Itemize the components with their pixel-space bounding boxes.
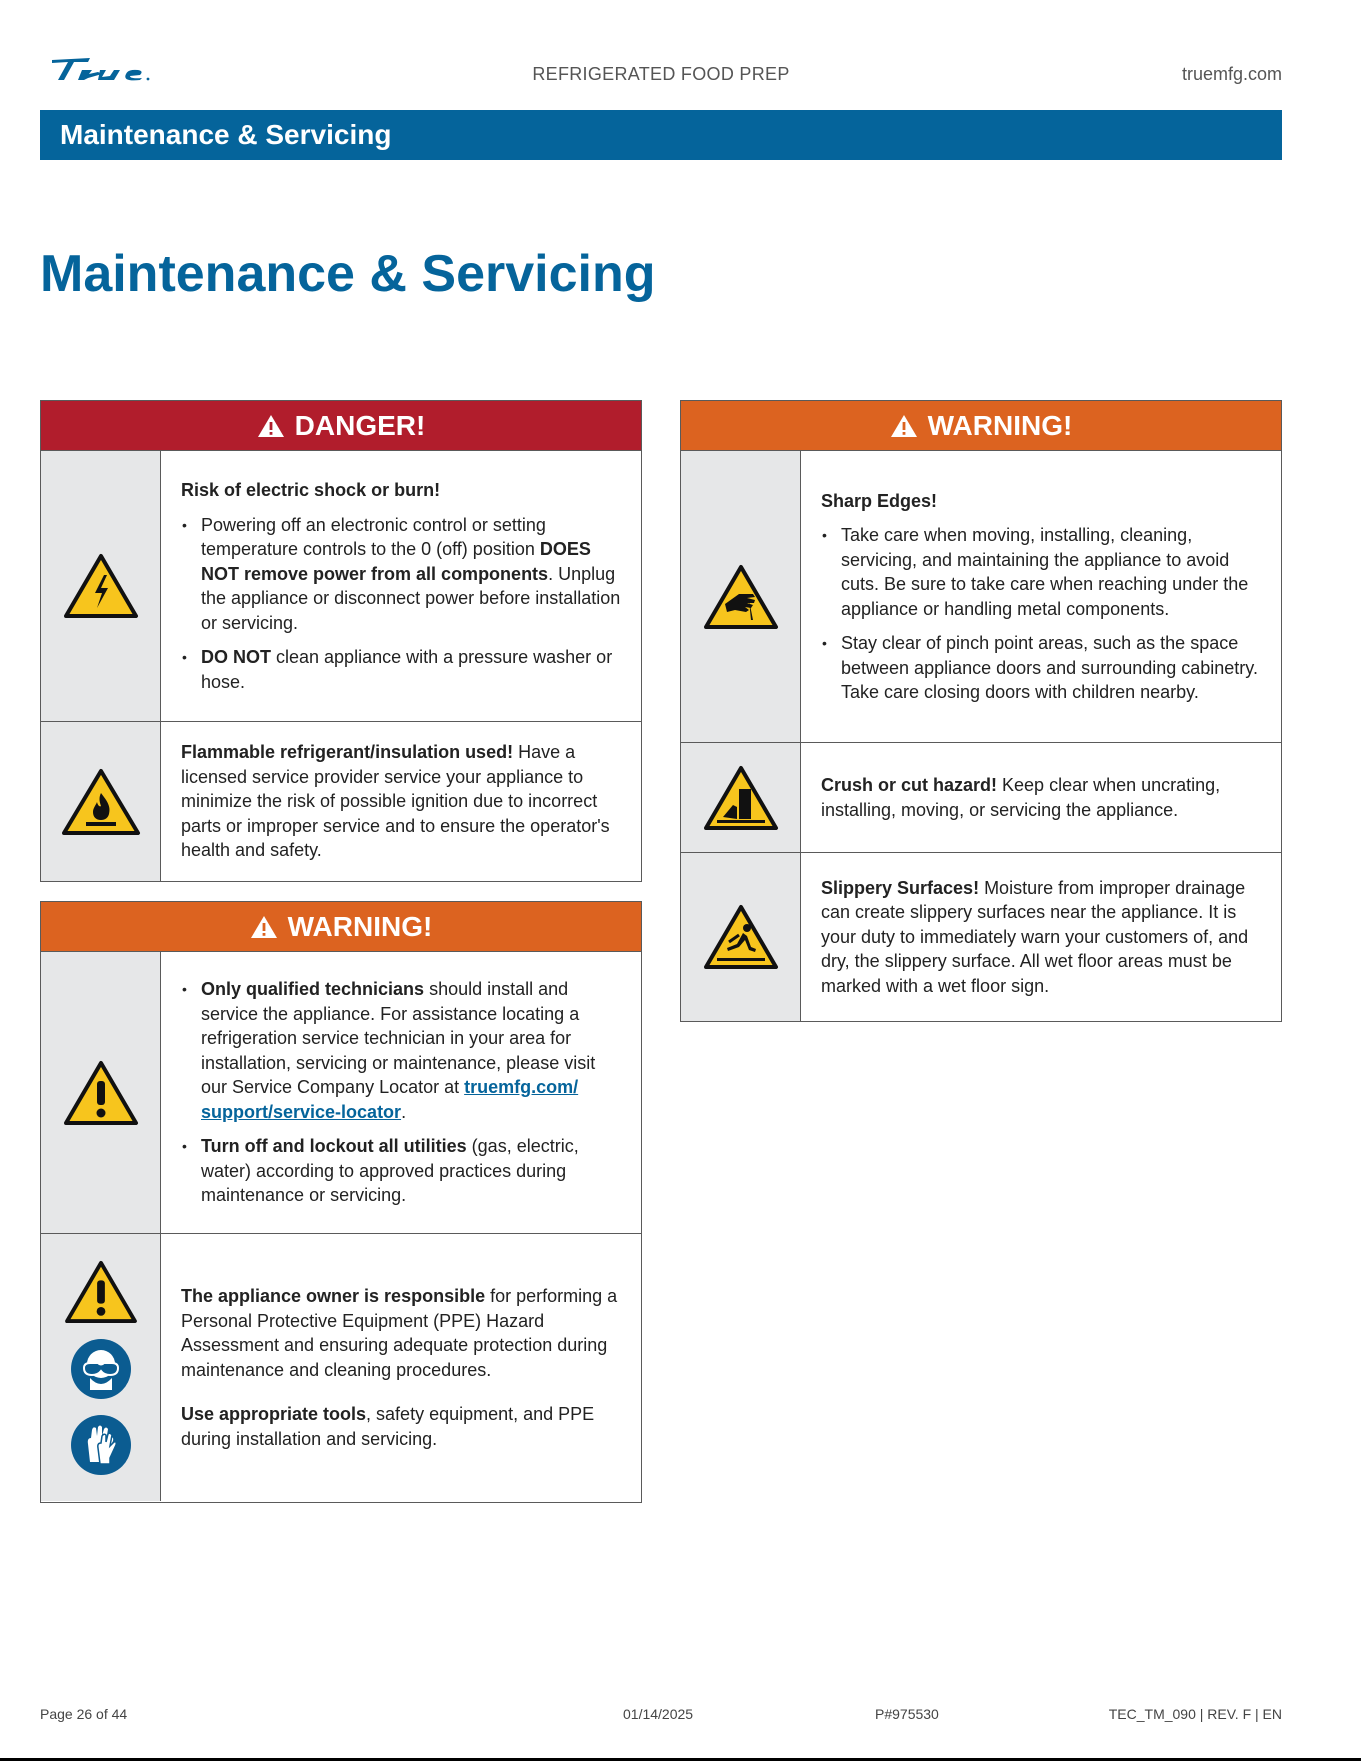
sharp-edges-list [821,523,1265,705]
warning-row-slippery [681,852,1281,1021]
owner-responsibility-paragraph: The appliance owner is responsible for performing a Personal Protective Equipment (PPE) Hazard Assessment and ensuring adequate protection during maintenance and cleaning procedures. [181,1286,618,1380]
general-warning-icon [63,1260,139,1324]
warning-panel-left [40,901,642,1503]
danger-row-electric [41,451,641,721]
technicians-text [161,952,641,1233]
page-number: Page 26 of 44 [40,1706,128,1722]
page-title: Maintenance & Servicing [40,245,656,303]
slippery-surface-icon [703,904,779,970]
list-item: • Turn off and lockout all utilities (gas, electric, water) according to approved practices during maintenance or servicing. [181,1134,625,1208]
part-number: P#975530 [875,1706,939,1722]
danger-row-flammable [41,721,641,881]
cut-hand-icon [703,564,779,630]
electric-hazard-title: Risk of electric shock or burn! [181,480,441,500]
list-item: • DO NOT clean appliance with a pressure washer or hose. [181,645,625,694]
list-item: • Powering off an electronic control or setting temperature controls to the 0 (off) position DOES NOT remove power from all components. Unplug the appliance or disconnect power before installation or servicing. [181,513,625,636]
warning-heading-left [41,902,641,952]
tools-paragraph: Use appropriate tools, safety equipment, and PPE during installation and servicing. [181,1404,595,1449]
electric-hazard-list [181,513,625,695]
slippery-text [801,853,1281,1021]
technicians-list [181,977,625,1208]
flammable-icon [61,768,141,836]
danger-icon-cell [41,451,161,721]
slippery-icon-cell [681,853,801,1021]
crush-paragraph: Crush or cut hazard! Keep clear when uncrating, installing, moving, or servicing the appliance. [821,775,1221,820]
general-warning-icon [63,1060,139,1126]
website-url: truemfg.com [1181,64,1282,84]
danger-panel [40,400,642,882]
cut-hand-icon-cell [681,451,801,742]
warning-heading-text: WARNING! [927,409,1073,441]
warning-row-crush [681,742,1281,852]
list-item: • Stay clear of pinch point areas, such as the space between appliance doors and surrounding cabinetry. Take care closing doors with children nearby. [821,631,1265,705]
flammable-paragraph: Flammable refrigerant/insulation used! Have a licensed service provider service your appliance to minimize the risk of possible ignition due to incorrect parts or improper service and to ensure the operator's health and safety. [181,742,610,861]
warning-row-technicians [41,952,641,1233]
danger-electric-text [161,451,641,721]
warning-heading-text: WARNING! [287,910,433,942]
sharp-edges-title: Sharp Edges! [821,490,938,511]
crush-hazard-icon [703,765,779,831]
document-category: REFRIGERATED FOOD PREP [532,64,790,84]
warning-triangle-icon [257,414,285,438]
flammable-text [161,722,641,881]
gloves-icon [70,1414,132,1476]
document-code: TEC_TM_090 | REV. F | EN [1108,1706,1282,1722]
warning-panel-right [680,400,1282,1022]
ppe-icon-cell [41,1234,161,1501]
warning-heading-right [681,401,1281,451]
list-item: • Take care when moving, installing, cleaning, servicing, and maintaining the appliance to avoid cuts. Be sure to take care when reaching under the appliance or handling metal components. [821,523,1265,621]
warning-row-sharp-edges [681,451,1281,742]
warning-triangle-icon [890,414,918,438]
danger-heading [41,401,641,451]
revision-date: 01/14/2025 [623,1706,694,1722]
flammable-icon-cell [41,722,161,881]
crush-text [801,743,1281,852]
electric-shock-icon [63,553,139,619]
crush-hazard-icon-cell [681,743,801,852]
ppe-text [161,1234,641,1501]
slippery-paragraph: Slippery Surfaces! Moisture from improper drainage can create slippery surfaces near the appliance. It is your duty to immediately warn your customers of, and dry, the slippery surface. All wet floor areas must be marked with a wet floor sign. [821,877,1249,996]
sharp-edges-text [801,451,1281,742]
eye-protection-icon [70,1338,132,1400]
warning-triangle-icon [250,915,278,939]
section-band: Maintenance & Servicing [40,110,1282,160]
general-warning-icon-cell [41,952,161,1233]
danger-heading-text: DANGER! [294,409,426,441]
warning-row-ppe [41,1233,641,1501]
list-item: • Only qualified technicians should install and service the appliance. For assistance locating a refrigeration service technician in your area for installation, servicing or maintenance, please visit our Service Company Locator at truemfg.com/ support/service-locator. [181,977,625,1124]
service-locator-link[interactable]: truemfg.com/ support/service-locator [201,1077,579,1122]
